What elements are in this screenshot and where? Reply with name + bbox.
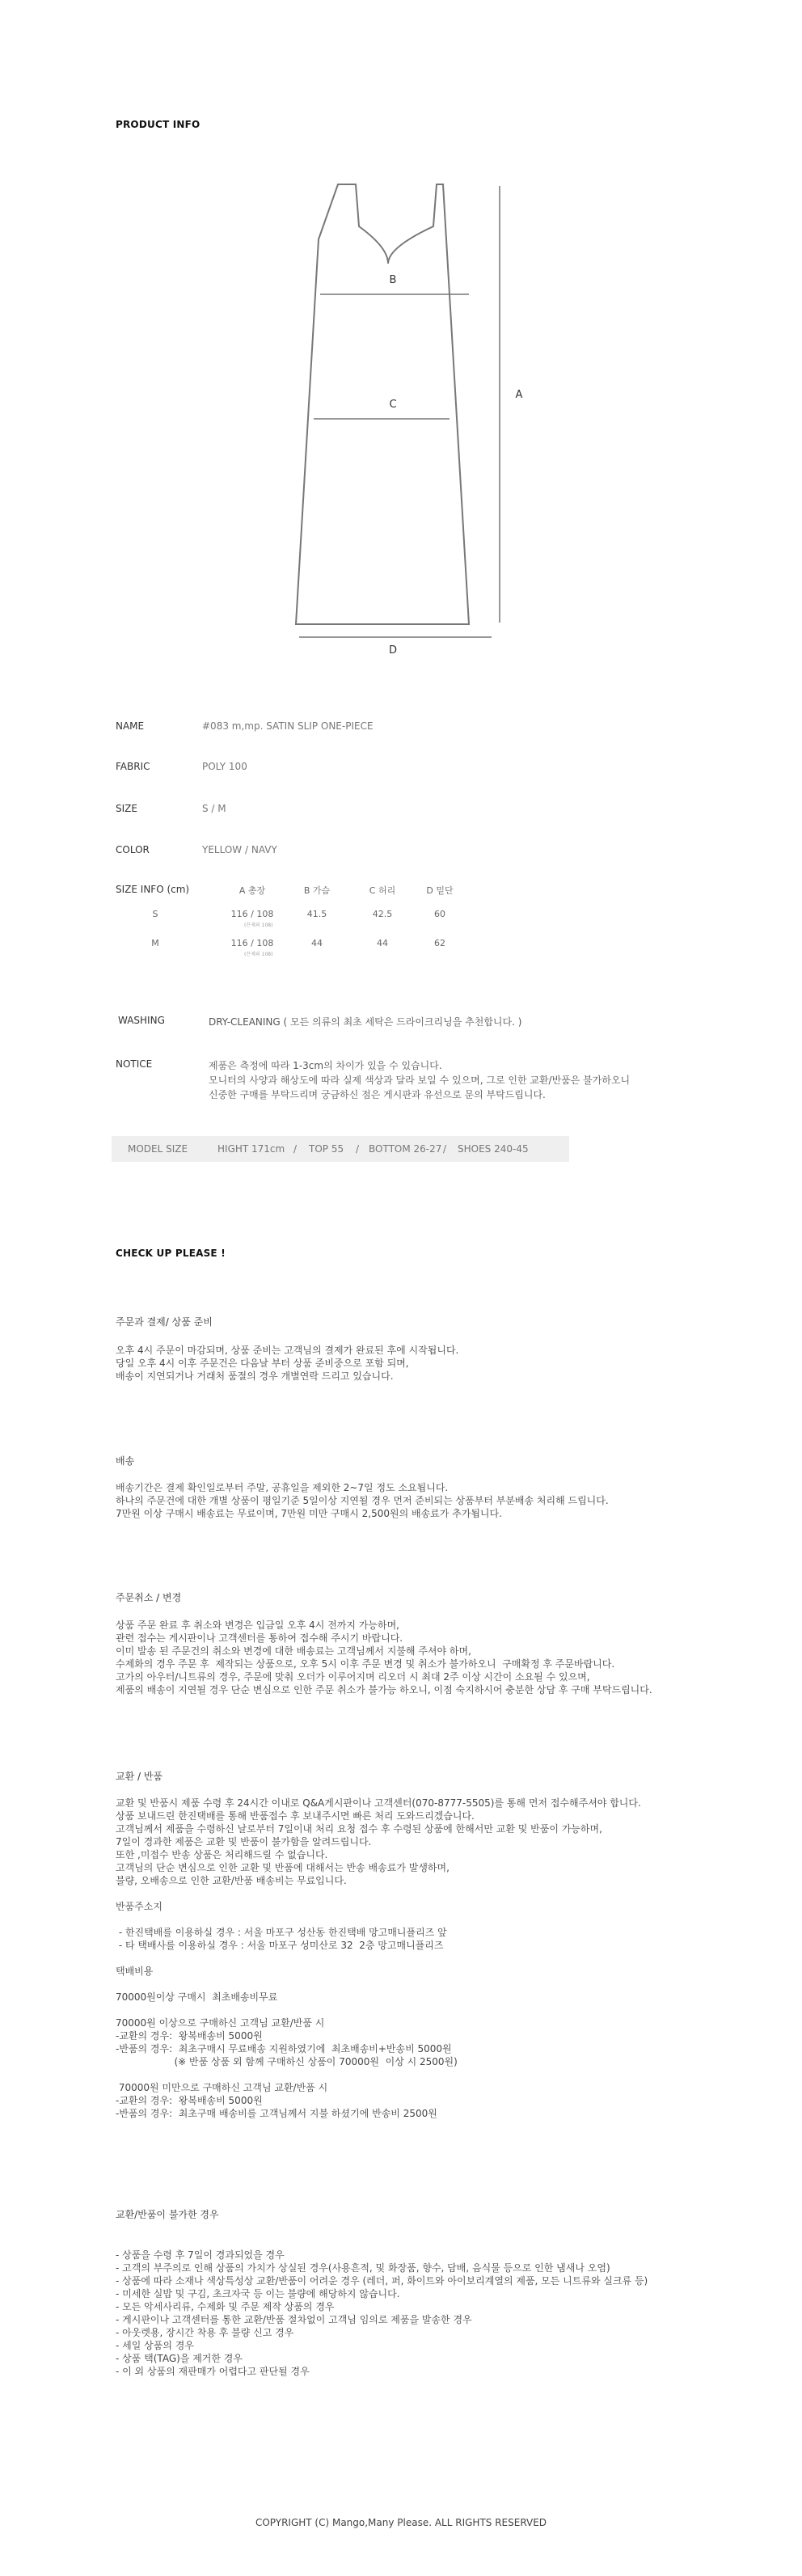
spec-name-label: NAME [116, 720, 145, 732]
section-body-exchange: 교환 및 반품시 제품 수령 후 24시간 이내로 Q&A게시판이나 고객센터(070-8777-5505)를 통해 먼저 접수해주셔야 합니다. 상품 보내드린 한진택배를 통해 반품접수 후 보내주시면 빠른 처리 도와드리겠습니다. 고객님께서 제품을 수령하신 날로부터 7일이내 처리 요청 접수 후 수령된 상품에 한해서만 교환 및 반품이 가능하며, 7일이 경과한 제품은 교환 및 반품이 불가함을 알려드립니다. 또한 ,미접수 반송 상품은 처리해드릴 수 없습니다. 고객님의 단순 변심으로 인한 교환 및 반품에 대해서는 반송 배송료가 발생하며, 불량, 오배송으로 인한 교환/반품 배송비는 무료입니다. 반품주소지 - 한진택배를 이용하실 경우 : 서울 마포구 성산동 한진택배 망고매니플리즈 앞 - 타 택배사를 이용하실 경우 : 서울 마포구 성미산로 32 2층 망고매니플리즈 택배비용 70000원이상 구매시 최초배송비무료 70000원 이상으로 구매하신 고객님 교환/반품 시 -교환의 경우: 왕복배송비 5000원 -반품의 경우: 최초구매시 무료배송 지원하였기에 최초배송비+반송비 5000원 (※ 반품 상품 외 함께 구매하신 상품이 70000원 이상 시 2500원) 70000원 미만으로 구매하신 고객님 교환/반품 시 -교환의 경우: 왕복배송비 5000원 -반품의 경우: 최초구매 배송비를 고객님께서 지불 하셨기에 반송비 2500원 [116, 1797, 641, 2119]
section-title-cancel: 주문취소 / 변경 [116, 1592, 182, 1603]
separator: / [356, 1143, 360, 1155]
size-table-header: D 밑단 [426, 885, 454, 896]
section-body-cancel: 상품 주문 완료 후 취소와 변경은 입금일 오후 4시 전까지 가능하며, 관련 접수는 게시판이나 고객센터를 통하여 접수해 주시기 바랍니다. 이미 발송 된 주문건의 취소와 변경에 대한 배송료는 고객님께서 지불해 주셔야 하며, 수제화의 경우 주문 후 제작되는 상품으로, 오후 5시 이후 주문 변경 및 취소가 불가하오니 구매확정 후 주문바랍니다. 고가의 아우터/니트류의 경우, 주문에 맞춰 오더가 이루어지며 리오더 시 최대 2주 이상 시간이 소요될 수 있으며, 제품의 배송이 지연될 경우 단순 변심으로 인한 주문 취소가 불가능 하오니, 이점 숙지하시어 충분한 상담 후 구매 부탁드립니다. [116, 1620, 652, 1696]
section-body-shipping: 배송기간은 결제 확인일로부터 주말, 공휴일을 제외한 2~7일 정도 소요됩니다. 하나의 주문건에 대한 개별 상품이 평일기준 5일이상 지연될 경우 먼저 준비되는 상품부터 부분배송 처리해 드립니다. 7만원 이상 구매시 배송료는 무료이며, 7만원 미만 구매시 2,500원의 배송료가 추가됩니다. [116, 1482, 609, 1519]
spec-fabric-value: POLY 100 [202, 761, 247, 772]
label-d: D [388, 644, 398, 657]
spec-color-value: YELLOW / NAVY [202, 844, 277, 855]
notice-line: 제품은 측정에 따라 1-3cm의 차이가 있을 수 있습니다. [209, 1060, 442, 1071]
notice-line: 신중한 구매를 부탁드리며 궁금하신 점은 게시판과 유선으로 문의 부탁드립니다. [209, 1089, 546, 1100]
spec-fabric-label: FABRIC [116, 761, 150, 772]
model-top: TOP 55 [309, 1143, 344, 1155]
section-title-no-exchange: 교환/반품이 불가한 경우 [116, 2209, 219, 2220]
model-shoes: SHOES 240-45 [458, 1143, 529, 1155]
garment-diagram [291, 179, 550, 657]
size-table-header: B 가슴 [303, 885, 331, 896]
label-a: A [515, 389, 523, 401]
size-cell-length: 116 / 108 [230, 909, 274, 919]
size-cell-waist: 44 [377, 938, 388, 948]
footer-copyright: COPYRIGHT (C) Mango,Many Please. ALL RIGHTS RESERVED [255, 2517, 547, 2528]
section-title-exchange: 교환 / 반품 [116, 1771, 163, 1782]
check-up-heading: CHECK UP PLEASE ! [116, 1248, 226, 1259]
dress-outline [296, 184, 469, 624]
model-bottom: BOTTOM 26-27 [369, 1143, 442, 1155]
size-table-header: C 허리 [369, 885, 396, 896]
size-cell-waist: 42.5 [372, 909, 393, 919]
product-info-heading: PRODUCT INFO [116, 119, 200, 130]
size-table-title: SIZE INFO (cm) [116, 884, 190, 895]
section-body-no-exchange: - 상품을 수령 후 7일이 경과되었을 경우 - 고객의 부주의로 인해 상품의 가치가 상실된 경우(사용흔적, 및 화장품, 향수, 담배, 음식물 등으로 인한 냄새나 오염) - 상품에 따라 소재나 색상특성상 교환/반품이 어려운 경우 (레더, 퍼, 화이트와 아이보리계열의 제품, 모든 니트류와 실크류 등) - 미세한 실밥 및 구김, 초크자국 등 이는 불량에 해당하지 않습니다. - 모든 악세사리류, 수제화 및 주문 제작 상품의 경우 - 게시판이나 고객센터를 통한 교환/반품 절차없이 고객님 임의로 제품을 발송한 경우 - 아웃렛용, 장시간 착용 후 불량 신고 경우 - 세일 상품의 경우 - 상품 택(TAG)을 제거한 경우 - 이 외 상품의 재판매가 어렵다고 판단될 경우 [116, 2249, 648, 2377]
washing-label: WASHING [118, 1015, 165, 1026]
size-cell-length-note: (끈제외 108) [244, 952, 273, 957]
spec-color-label: COLOR [116, 844, 150, 855]
notice-label: NOTICE [116, 1058, 153, 1070]
spec-name-value: #083 m,mp. SATIN SLIP ONE-PIECE [202, 720, 374, 732]
model-size-bar [112, 1136, 569, 1162]
washing-value: DRY-CLEANING ( 모든 의류의 최초 세탁은 드라이크리닝을 추천합니다. ) [209, 1016, 522, 1028]
size-cell-length: 116 / 108 [230, 938, 274, 948]
notice-text [209, 1058, 630, 1102]
notice-line: 모니터의 사양과 해상도에 따라 실제 색상과 달라 보일 수 있으며, 그로 인한 교환/반품은 불가하오니 [209, 1075, 631, 1086]
size-cell-chest: 41.5 [306, 909, 327, 919]
size-cell-hem: 62 [434, 938, 445, 948]
model-height: HIGHT 171cm [217, 1143, 285, 1155]
size-cell-hem: 60 [434, 909, 445, 919]
size-cell-chest: 44 [311, 938, 323, 948]
spec-size-label: SIZE [116, 803, 137, 814]
separator: / [443, 1143, 447, 1155]
size-row-label: S [152, 909, 158, 919]
section-title-shipping: 배송 [116, 1455, 135, 1467]
separator: / [293, 1143, 298, 1155]
size-row-label: M [151, 938, 159, 948]
size-cell-length-note: (끈제외 108) [244, 923, 273, 928]
section-title-order: 주문과 결제/ 상품 준비 [116, 1316, 213, 1328]
model-size-label: MODEL SIZE [128, 1143, 188, 1155]
section-body-order: 오후 4시 주문이 마감되며, 상품 준비는 고객님의 결제가 완료된 후에 시작됩니다. 당일 오후 4시 이후 주문건은 다음날 부터 상품 준비중으로 포함 되며, 배송이 지연되거나 거래처 품절의 경우 개별연락 드리고 있습니다. [116, 1345, 459, 1382]
label-c: C [389, 399, 397, 411]
label-b: B [389, 274, 397, 286]
spec-size-value: S / M [202, 803, 226, 814]
size-table-header: A 총장 [238, 885, 266, 896]
